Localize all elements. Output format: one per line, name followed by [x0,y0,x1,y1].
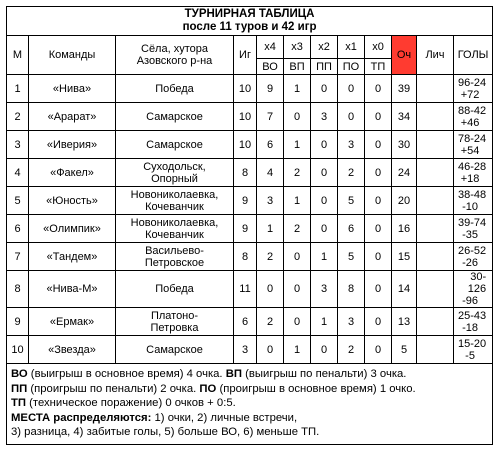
personal-cell [417,131,454,159]
tp-cell: 0 [365,336,392,364]
games-cell: 9 [234,215,257,243]
header-x2: x2 [311,36,338,59]
legend-vp-text: (выигрыш по пенальти) 3 очка. [242,368,407,380]
po-cell: 2 [338,159,365,187]
village-line-2: Опорный [151,172,198,185]
vo-cell: 1 [257,215,284,243]
place-cell: 8 [7,271,29,308]
pp-cell: 0 [311,336,338,364]
village-line-2: Петровское [144,256,205,269]
header-personal: Лич [417,36,454,75]
personal-cell [417,271,454,308]
pp-cell: 3 [311,103,338,131]
goals-score: 78-24 [457,132,487,145]
goals-diff: -10 [462,200,479,213]
pp-cell: 0 [311,75,338,103]
pp-cell: 1 [311,243,338,271]
goals-score: 15-20 [457,337,487,350]
team-cell: «Тандем» [29,243,116,271]
pp-cell: 1 [311,308,338,336]
vo-cell: 7 [257,103,284,131]
po-cell: 5 [338,243,365,271]
goals-cell [454,271,493,308]
games-cell: 10 [234,75,257,103]
po-cell: 3 [338,131,365,159]
games-cell: 8 [234,243,257,271]
legend-line-3 [11,396,488,411]
table-row [7,75,493,103]
header-vo: ВО [257,59,284,75]
goals-cell [454,336,493,364]
header-tp: ТП [365,59,392,75]
goals-cell [454,187,493,215]
goals-diff: +54 [460,144,480,157]
vp-cell: 1 [284,187,311,215]
pp-cell: 3 [311,271,338,308]
goals-diff: -35 [462,228,479,241]
legend-line-4 [11,411,488,426]
legend-vo-text: (выигрыш в основное время) 4 очка. [27,368,226,380]
vo-cell: 2 [257,308,284,336]
standings-document [6,6,492,445]
personal-cell [417,215,454,243]
village-line-1: Новониколаевка, [130,188,219,201]
place-cell: 4 [7,159,29,187]
village-cell [116,308,234,336]
vp-cell: 0 [284,308,311,336]
header-x0: x0 [365,36,392,59]
legend-line-5: 3) разница, 4) забитые голы, 5) больше ВО, 6) меньше ТП. [11,426,320,438]
vo-cell: 6 [257,131,284,159]
goals-score: 46-28 [457,160,487,173]
pp-cell: 0 [311,159,338,187]
tp-cell: 0 [365,271,392,308]
vo-cell: 2 [257,243,284,271]
village-line-2: Кочеванчик [145,228,204,241]
title-line-2: после 11 туров и 42 игр [182,21,317,33]
personal-cell [417,159,454,187]
village-line-1: Самарское [146,110,203,123]
tp-cell: 0 [365,103,392,131]
legend [7,364,493,445]
vp-cell: 2 [284,215,311,243]
header-x4: x4 [257,36,284,59]
legend-line-1 [11,367,488,382]
title-line-1: ТУРНИРНАЯ ТАБЛИЦА [184,8,315,20]
goals-cell [454,131,493,159]
vp-cell: 0 [284,103,311,131]
goals-cell [454,75,493,103]
games-cell: 9 [234,187,257,215]
legend-po-abbr: ПО [199,382,217,395]
personal-cell [417,336,454,364]
table-row [7,271,493,308]
vo-cell: 4 [257,159,284,187]
tp-cell: 0 [365,243,392,271]
header-place: М [7,36,29,75]
legend-line-2 [11,382,488,397]
legend-places-label: МЕСТА распределяются: [11,411,152,424]
place-cell: 1 [7,75,29,103]
goals-diff: -96 [462,295,479,307]
village-cell [116,103,234,131]
goals-diff: -26 [462,256,479,269]
standings-table [6,6,493,445]
po-cell: 3 [338,308,365,336]
vo-cell: 3 [257,187,284,215]
header-points: Оч [392,36,417,75]
place-cell: 6 [7,215,29,243]
village-line-1: Победа [155,283,194,295]
goals-cell [454,243,493,271]
games-cell: 11 [234,271,257,308]
personal-cell [417,243,454,271]
goals-score: 25-43 [457,309,487,322]
points-cell: 20 [392,187,417,215]
vo-cell: 0 [257,271,284,308]
personal-cell [417,75,454,103]
points-cell: 39 [392,75,417,103]
place-cell: 7 [7,243,29,271]
points-cell: 30 [392,131,417,159]
table-row [7,187,493,215]
pp-cell: 0 [311,215,338,243]
vp-cell: 1 [284,336,311,364]
vo-cell: 9 [257,75,284,103]
village-cell [116,215,234,243]
team-cell: «Юность» [29,187,116,215]
po-cell: 5 [338,187,365,215]
village-cell [116,243,234,271]
goals-score: 30-126 [467,271,487,295]
place-cell: 2 [7,103,29,131]
village-cell [116,336,234,364]
table-row [7,215,493,243]
team-cell: «Нива» [29,75,116,103]
goals-cell [454,103,493,131]
points-cell: 16 [392,215,417,243]
goals-score: 88-42 [457,104,487,117]
personal-cell [417,103,454,131]
po-cell: 0 [338,103,365,131]
goals-score: 38-48 [457,188,487,201]
table-row [7,308,493,336]
games-cell: 10 [234,103,257,131]
team-cell: «Ермак» [29,308,116,336]
table-row [7,336,493,364]
village-cell [116,159,234,187]
village-line-1: Самарское [146,138,203,151]
place-cell: 3 [7,131,29,159]
goals-diff: +46 [460,116,480,129]
table-row [7,243,493,271]
tp-cell: 0 [365,308,392,336]
personal-cell [417,308,454,336]
header-po: ПО [338,59,365,75]
team-cell: «Факел» [29,159,116,187]
header-x3: x3 [284,36,311,59]
team-cell: «Олимпик» [29,215,116,243]
header-village-line-1: Сёла, хутора [141,43,208,55]
goals-diff: +72 [460,88,480,101]
goals-score: 39-74 [457,216,487,229]
village-cell [116,75,234,103]
vp-cell: 1 [284,75,311,103]
tp-cell: 0 [365,159,392,187]
village-line-2: Петровка [150,321,199,334]
personal-cell [417,187,454,215]
po-cell: 6 [338,215,365,243]
vp-cell: 1 [284,131,311,159]
header-goals: ГОЛЫ [454,36,493,75]
games-cell: 3 [234,336,257,364]
legend-places-text-1: 1) очки, 2) личные встречи, [151,411,298,424]
village-line-1: Суходольск, [143,160,206,173]
place-cell: 9 [7,308,29,336]
points-cell: 15 [392,243,417,271]
table-row [7,103,493,131]
points-cell: 14 [392,271,417,308]
goals-diff: -5 [465,349,475,362]
legend-pp-text: (проигрыш по пенальти) 2 очка. [27,382,200,395]
village-line-1: Новониколаевка, [130,216,219,229]
village-line-1: Самарское [146,343,203,356]
header-team: Команды [29,36,116,75]
goals-cell [454,215,493,243]
pp-cell: 0 [311,131,338,159]
header-vp: ВП [284,59,311,75]
tp-cell: 0 [365,75,392,103]
vp-cell: 0 [284,243,311,271]
points-cell: 24 [392,159,417,187]
legend-po-text: (проигрыш в основное время) 1 очко. [216,382,416,395]
header-x1: x1 [338,36,365,59]
games-cell: 8 [234,159,257,187]
header-pp: ПП [311,59,338,75]
place-cell: 5 [7,187,29,215]
legend-tp-abbr: ТП [11,397,27,409]
vp-cell: 0 [284,271,311,308]
games-cell: 6 [234,308,257,336]
vp-cell: 2 [284,159,311,187]
goals-score: 96-24 [457,76,487,89]
table-row [7,131,493,159]
table-title [7,7,493,36]
legend-tp-text: (техническое поражение) 0 очков + 0:5. [26,397,236,409]
goals-diff: -18 [462,321,479,334]
table-row [7,159,493,187]
table-body [7,75,493,364]
po-cell: 0 [338,75,365,103]
team-cell: «Нива-М» [29,271,116,308]
tp-cell: 0 [365,131,392,159]
points-cell: 13 [392,308,417,336]
village-line-2: Кочеванчик [145,200,204,213]
village-cell [116,187,234,215]
place-cell: 10 [7,336,29,364]
village-line-1: Победа [155,82,194,95]
legend-vo-abbr: ВО [11,368,28,380]
points-cell: 34 [392,103,417,131]
tp-cell: 0 [365,187,392,215]
header-village-line-2: Азовского р-на [136,55,213,67]
goals-cell [454,308,493,336]
header-games: Иг [234,36,257,75]
village-cell [116,271,234,308]
legend-pp-abbr: ПП [11,382,28,395]
games-cell: 10 [234,131,257,159]
team-cell: «Арарат» [29,103,116,131]
team-cell: «Звезда» [29,336,116,364]
village-cell [116,131,234,159]
header-village [116,36,234,75]
vo-cell: 0 [257,336,284,364]
legend-vp-abbr: ВП [225,368,242,380]
po-cell: 8 [338,271,365,308]
goals-cell [454,159,493,187]
pp-cell: 0 [311,187,338,215]
village-line-1: Платоно- [150,309,199,322]
tp-cell: 0 [365,215,392,243]
goals-score: 26-52 [457,244,487,257]
village-line-1: Васильево- [145,244,204,257]
team-cell: «Иверия» [29,131,116,159]
goals-diff: +18 [460,172,480,185]
points-cell: 5 [392,336,417,364]
po-cell: 2 [338,336,365,364]
